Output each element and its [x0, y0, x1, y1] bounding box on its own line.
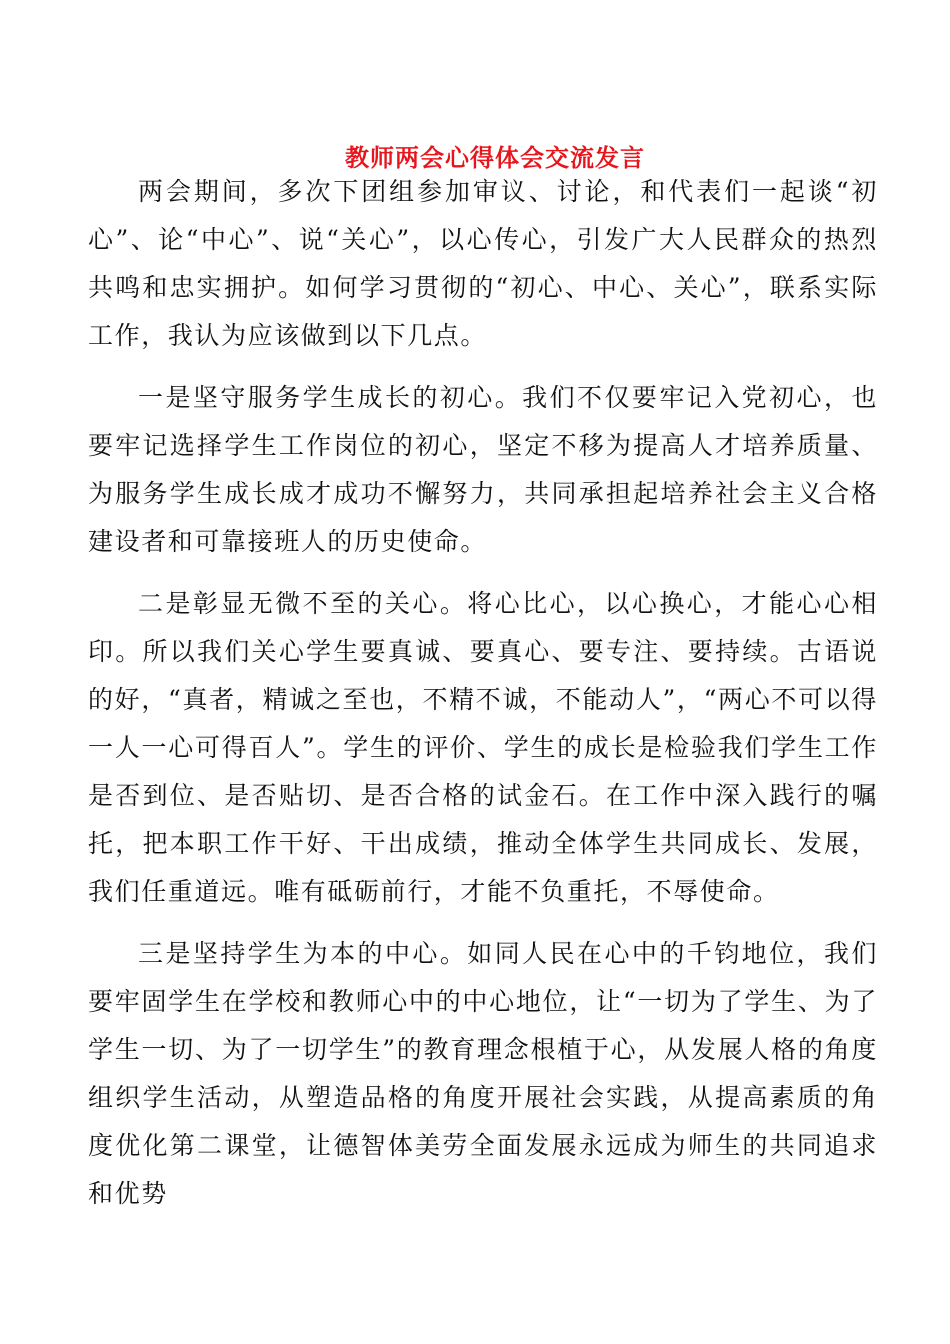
paragraph-point-one: 一是坚守服务学生成长的初心。我们不仅要牢记入党初心，也要牢记选择学生工作岗位的初心，坚定不移为提高人才培养质量、为服务学生成长成才成功不懈努力，共同承担起培养社会主义合格建设者和可靠接班人的历史使命。: [88, 383, 878, 556]
paragraph-point-three: 三是坚持学生为本的中心。如同人民在心中的千钧地位，我们要牢固学生在学校和教师心中的中心地位，让“一切为了学生、为了学生一切、为了一切学生”的教育理念根植于心，从发展人格的角度组织学生活动，从塑造品格的角度开展社会实践，从提高素质的角度优化第二课堂，让德智体美劳全面发展永远成为师生的共同追求和优势: [88, 939, 878, 1208]
paragraph-point-two: 二是彰显无微不至的关心。将心比心，以心换心，才能心心相印。所以我们关心学生要真诚、要真心、要专注、要持续。古语说的好，“真者，精诚之至也，不精不诚，不能动人”，“两心不可以得一人一心可得百人”。学生的评价、学生的成长是检验我们学生工作是否到位、是否贴切、是否合格的试金石。在工作中深入践行的嘱托，把本职工作干好、干出成绩，推动全体学生共同成长、发展，我们任重道远。唯有砥砺前行，才能不负重托，不辱使命。: [88, 589, 878, 906]
paragraph-intro: 两会期间，多次下团组参加审议、讨论，和代表们一起谈“初心”、论“中心”、说“关心”，以心传心，引发广大人民群众的热烈共鸣和忠实拥护。如何学习贯彻的“初心、中心、关心”，联系实际工作，我认为应该做到以下几点。: [88, 177, 878, 350]
document-body: [88, 168, 878, 1232]
document-title: 教师两会心得体会交流发言: [345, 143, 645, 172]
